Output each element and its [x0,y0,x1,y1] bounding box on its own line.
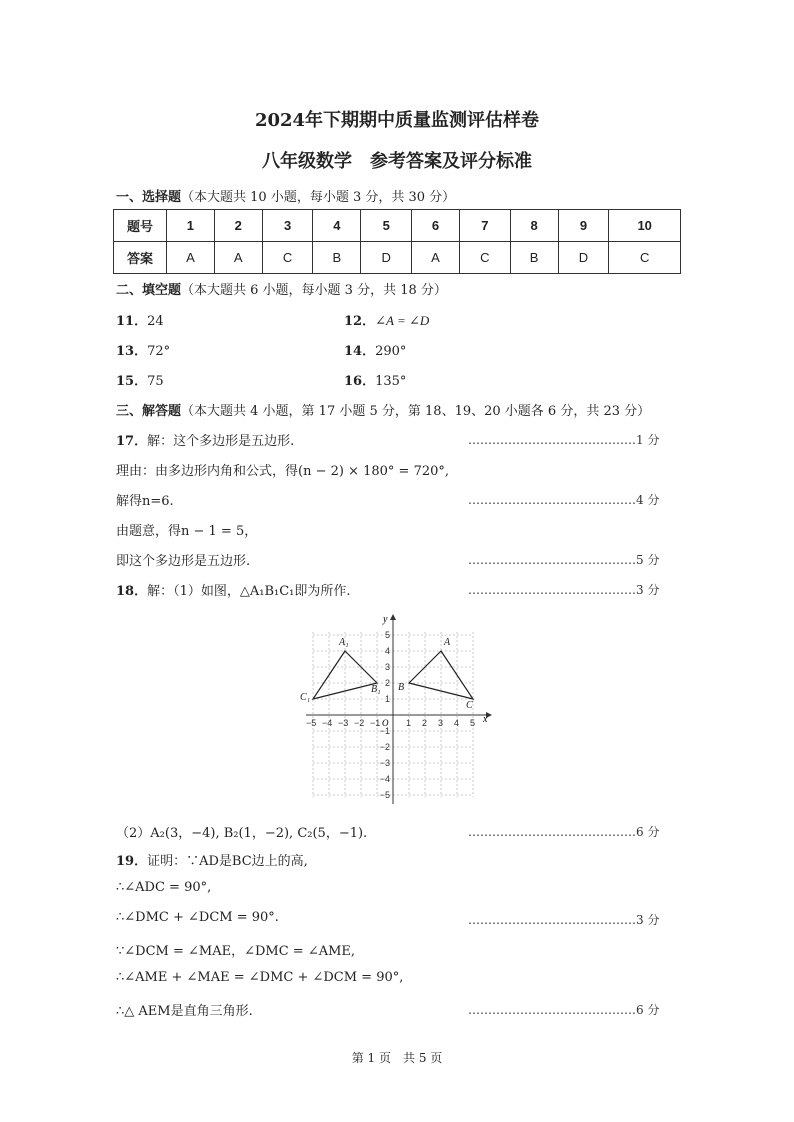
question-number: 6 [412,210,460,242]
row-label-answer: 答案 [114,242,167,274]
y-tick: −5 [379,790,390,800]
answer-key-title: 八年级数学 参考答案及评分标准 [262,151,532,172]
fill-answer-16 [344,370,406,389]
fill-answer-11 [116,310,164,329]
answer-cell: C [262,242,313,274]
fill-number: 14． [344,344,376,359]
answer-cell: D [558,242,609,274]
q17-line5: 即这个多边形是五边形. [116,554,251,569]
q18-text: 解：（1）如图，△A₁B₁C₁即为所作. [147,584,351,599]
point-a-label: A [444,637,451,648]
fill-number: 11． [116,314,148,329]
point-b1-label: B₁ [371,684,381,695]
x-tick: −4 [322,718,333,728]
fill-value: 24 [147,314,164,329]
q19-number: 19． [116,854,148,869]
fill-answer-14 [344,340,406,359]
section-solve-note: （本大题共 4 小题，第 17 小题 5 分，第 18、19、20 小题各 6 分，共 23 分） [181,404,651,419]
section-choice-header [116,186,455,205]
question-number: 7 [459,210,510,242]
exam-title: 2024年下期期中质量监测评估样卷 [254,110,540,131]
q17-score-4: ……………………………………4 分 [468,493,660,507]
y-tick: −3 [379,758,390,768]
x-tick: −5 [306,718,317,728]
x-tick: 2 [422,718,428,728]
answer-cell: B [510,242,558,274]
fill-value: ∠A = ∠D [375,313,430,328]
fill-value: 72° [147,344,171,359]
x-tick: 4 [454,718,460,728]
x-tick: −3 [338,718,349,728]
x-tick: −1 [370,718,381,728]
x-tick: 5 [470,718,476,728]
question-number: 9 [558,210,609,242]
answer-cell: D [361,242,412,274]
q19-line1 [116,850,308,869]
fill-value: 135° [375,374,407,389]
x-tick: −2 [354,718,365,728]
x-tick: 1 [406,718,412,728]
q19-score-3: ……………………………………3 分 [468,913,660,927]
question-number: 3 [262,210,313,242]
question-number: 5 [361,210,412,242]
q17-line1 [116,430,294,449]
triangle-abc [409,651,473,699]
row-label-number: 题号 [114,210,167,242]
x-axis-label: x [483,714,488,725]
answer-cell: A [167,242,215,274]
y-tick: 1 [384,694,390,704]
y-tick: 2 [384,678,390,688]
q19-score-6: ……………………………………6 分 [468,1003,660,1017]
q17-score-1: ……………………………………1 分 [468,433,660,447]
y-tick: −4 [379,774,390,784]
section-choice-note: （本大题共 10 小题，每小题 3 分，共 30 分） [181,190,456,205]
y-tick: 3 [384,662,390,672]
q19-line4: ∵∠DCM = ∠MAE，∠DMC = ∠AME, [116,944,356,959]
question-number: 10 [609,210,681,242]
q18-line2: （2）A₂(3，−4), B₂(1，−2), C₂(5，−1). [116,826,368,841]
q17-score-5: ……………………………………5 分 [468,553,660,567]
y-tick: 5 [384,630,390,640]
q17-line2: 理由：由多边形内角和公式，得(n − 2) × 180° = 720°, [116,464,450,479]
answer-cell: B [313,242,361,274]
section-solve-label: 三、解答题 [116,404,182,419]
y-axis-arrow [390,614,396,620]
q19-line6: ∴△ AEM是直角三角形. [116,1004,253,1019]
y-tick: −2 [379,742,390,752]
q18-line1 [116,580,351,599]
fill-value: 290° [375,344,407,359]
answer-table [113,209,681,274]
q19-line3: ∴∠DMC + ∠DCM = 90°. [116,910,279,925]
q18-score-6: ……………………………………6 分 [468,825,660,839]
point-a1-label: A₁ [339,637,349,648]
question-number: 8 [510,210,558,242]
q18-number: 18． [116,584,148,599]
table-row-answers [114,242,681,274]
q19-line2: ∴∠ADC = 90°, [116,880,212,895]
fill-answer-12 [344,310,429,329]
answer-cell: C [609,242,681,274]
fill-value: 75 [147,374,164,389]
section-solve-header [116,400,650,419]
fill-number: 12． [344,314,376,329]
triangle-a1b1c1 [313,651,377,699]
question-number: 2 [214,210,262,242]
y-tick: 4 [384,646,390,656]
answer-cell: A [214,242,262,274]
answer-cell: C [459,242,510,274]
answer-cell: A [412,242,460,274]
fill-number: 13． [116,344,148,359]
table-row-numbers [114,210,681,242]
point-c-label: C [466,700,473,711]
q18-score-3: ……………………………………3 分 [468,583,660,597]
section-fill-note: （本大题共 6 小题，每小题 3 分，共 18 分） [181,283,447,298]
q19-line5: ∴∠AME + ∠MAE = ∠DMC + ∠DCM = 90°, [116,970,404,985]
y-tick: −1 [379,726,390,736]
question-number: 1 [167,210,215,242]
point-b-label: B [398,682,405,693]
x-tick: 3 [438,718,444,728]
page-footer: 第 1 页 共 5 页 [351,1051,443,1065]
point-c1-label: C₁ [300,692,311,703]
q17-line4: 由题意，得n − 1 = 5， [116,524,258,539]
fill-number: 15． [116,374,148,389]
section-fill-label: 二、填空题 [116,283,182,298]
q17-line3: 解得n=6. [116,494,174,509]
q19-text: 证明：∵AD是BC边上的高, [147,854,308,869]
coordinate-graph [296,610,496,810]
section-choice-label: 一、选择题 [116,190,182,205]
fill-number: 16． [344,374,376,389]
q17-text: 解：这个多边形是五边形. [147,434,295,449]
y-axis-label: y [383,614,388,625]
q17-number: 17． [116,434,148,449]
section-fill-header [116,279,447,298]
x-tick-labels [306,718,475,728]
fill-answer-13 [116,340,170,359]
origin-label: O [382,718,389,728]
question-number: 4 [313,210,361,242]
fill-answer-15 [116,370,164,389]
